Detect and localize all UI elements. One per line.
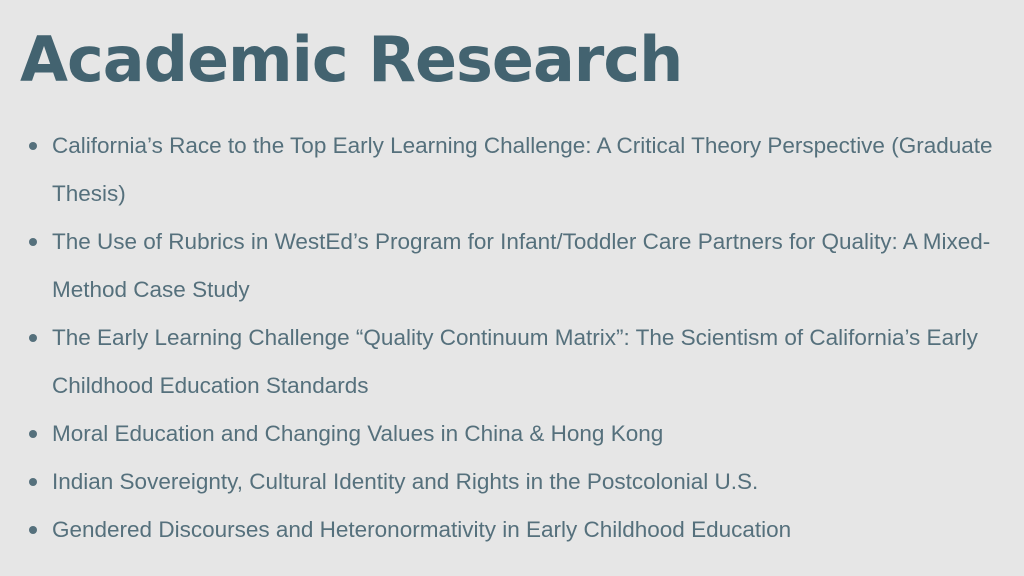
bullet-dot-icon [29,430,37,438]
list-item [20,410,1000,458]
list-item-text: The Use of Rubrics in WestEd’s Program for Infant/Toddler Care Partners for Quality: A Mixed-Method Case Study [52,229,991,302]
slide-title: Academic Research [20,23,683,96]
list-item-text: The Early Learning Challenge “Quality Continuum Matrix”: The Scientism of California’s Early Childhood Education Standards [52,325,978,398]
bullet-dot-icon [29,142,37,150]
list-item [20,122,1000,218]
research-list [20,122,1000,554]
list-item-text: Moral Education and Changing Values in China & Hong Kong [52,421,664,446]
list-item [20,458,1000,506]
list-item-text: Gendered Discourses and Heteronormativity in Early Childhood Education [52,517,792,542]
list-item [20,314,1000,410]
bullet-dot-icon [29,238,37,246]
list-item [20,218,1000,314]
bullet-dot-icon [29,526,37,534]
bullet-dot-icon [29,478,37,486]
list-item [20,506,1000,554]
bullet-dot-icon [29,334,37,342]
list-item-text: Indian Sovereignty, Cultural Identity and Rights in the Postcolonial U.S. [52,469,759,494]
list-item-text: California’s Race to the Top Early Learning Challenge: A Critical Theory Perspective (Graduate Thesis) [52,133,993,206]
